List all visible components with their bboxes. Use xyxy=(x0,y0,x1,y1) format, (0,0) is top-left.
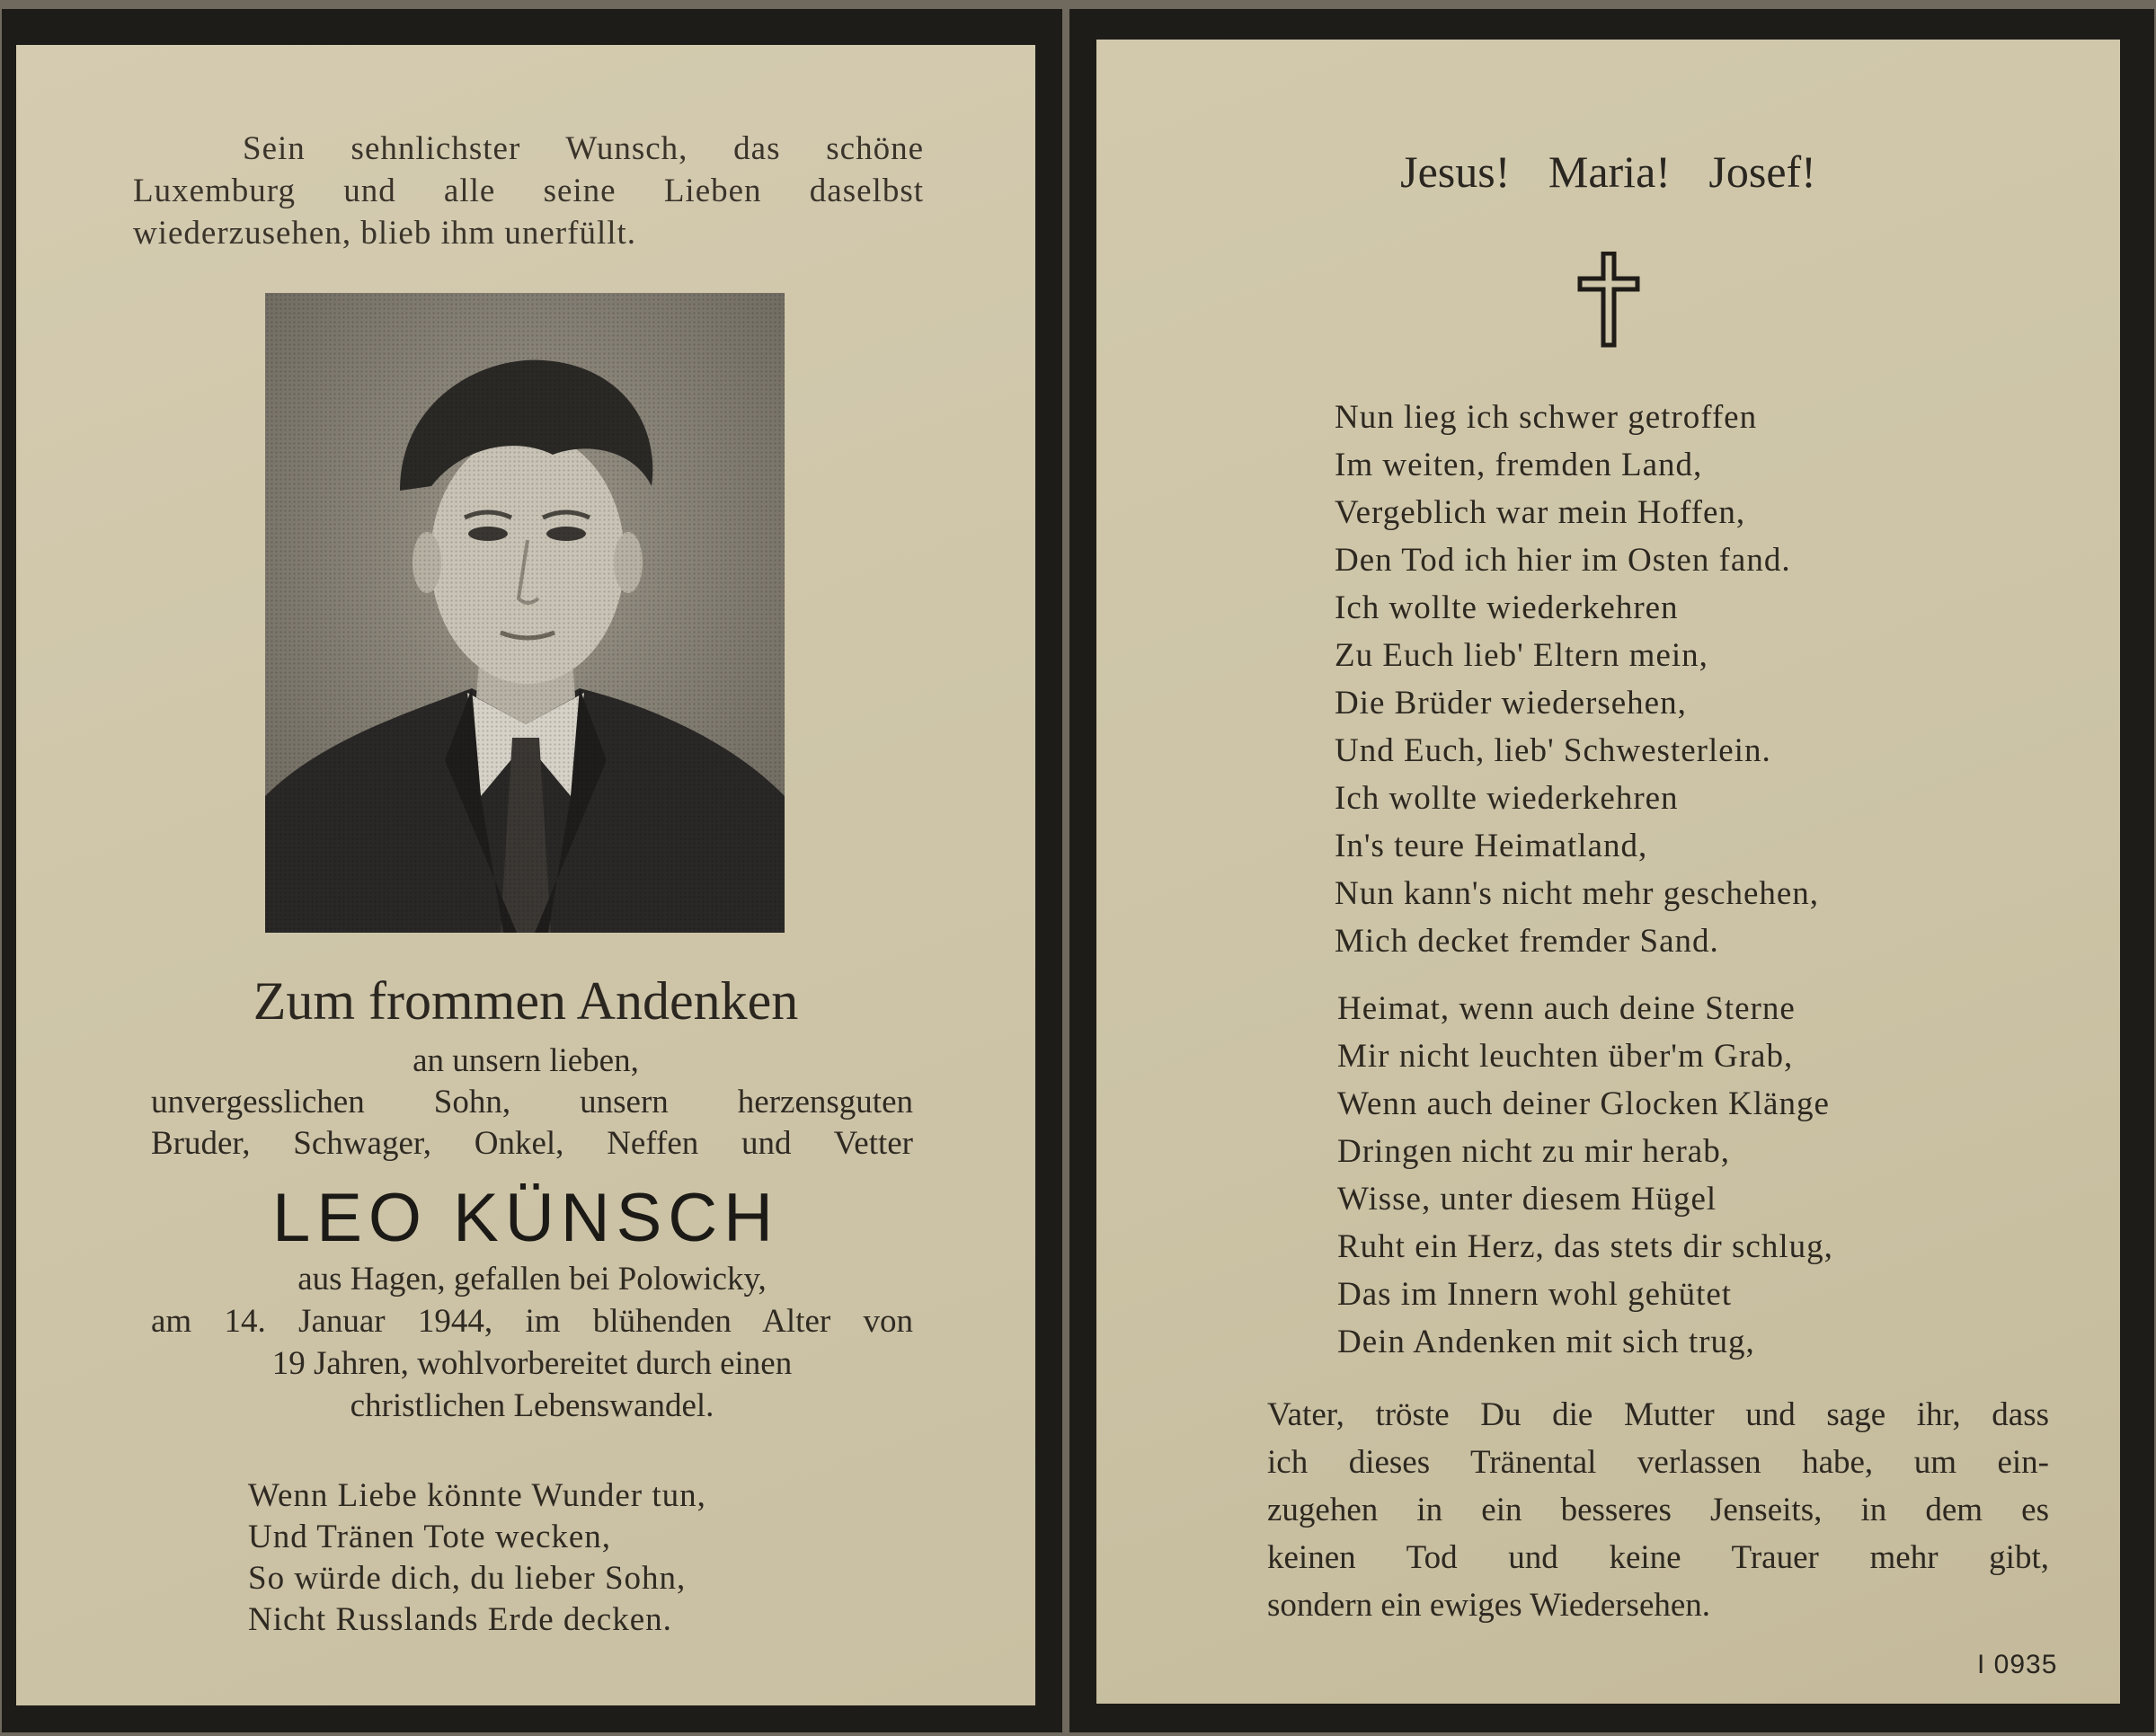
poem-line: Die Brüder wiedersehen, xyxy=(1335,685,1687,722)
portrait-image xyxy=(265,293,785,933)
portrait-photo xyxy=(265,293,785,933)
closing-line: zugehen in ein besseres Jenseits, in dem es xyxy=(1267,1492,2049,1528)
verse-line: Nicht Russlands Erde decken. xyxy=(248,1601,672,1638)
verse-line: Und Tränen Tote wecken, xyxy=(248,1519,612,1555)
poem-line: Und Euch, lieb' Schwesterlein. xyxy=(1335,732,1771,769)
poem-line: Heimat, wenn auch deine Sterne xyxy=(1337,990,1796,1027)
poem-stanza-2 xyxy=(1337,985,1833,1366)
poem-line: Mich decket fremder Sand. xyxy=(1335,923,1719,960)
poem-line: Wenn auch deiner Glocken Klänge xyxy=(1337,1085,1830,1122)
memorial-verse xyxy=(248,1475,706,1641)
cross-icon xyxy=(1576,252,1641,349)
deceased-name: LEO KÜNSCH xyxy=(271,1180,780,1256)
dedication-line: an unsern lieben, xyxy=(413,1042,639,1079)
poem-line: Ich wollte wiederkehren xyxy=(1335,589,1679,626)
closing-line: ich dieses Tränental verlassen habe, um ein- xyxy=(1267,1444,2049,1481)
invocation-heading: Jesus! Maria! Josef! xyxy=(1400,146,1816,197)
death-line: aus Hagen, gefallen bei Polowicky, xyxy=(297,1261,767,1298)
closing-line: keinen Tod und keine Trauer mehr gibt, xyxy=(1267,1539,2049,1576)
closing-line: Vater, tröste Du die Mutter und sage ihr, dass xyxy=(1267,1396,2049,1433)
poem-line: Nun kann's nicht mehr geschehen, xyxy=(1335,875,1820,912)
poem-line: Zu Euch lieb' Eltern mein, xyxy=(1335,637,1708,674)
dedication-line: Bruder, Schwager, Onkel, Neffen und Vetter xyxy=(151,1125,913,1162)
poem-line: Dein Andenken mit sich trug, xyxy=(1337,1324,1755,1360)
verse-line: So würde dich, du lieber Sohn, xyxy=(248,1560,687,1597)
verse-line: Wenn Liebe könnte Wunder tun, xyxy=(248,1477,706,1514)
death-line: am 14. Januar 1944, im blühenden Alter von xyxy=(151,1303,913,1340)
wish-line: Sein sehnlichster Wunsch, das schöne xyxy=(243,130,924,167)
death-line: christlichen Lebenswandel. xyxy=(350,1387,714,1424)
death-line: 19 Jahren, wohlvorbereitet durch einen xyxy=(271,1345,793,1382)
memorial-heading: Zum frommen Andenken xyxy=(253,971,799,1031)
poem-line: Ruht ein Herz, das stets dir schlug, xyxy=(1337,1228,1833,1265)
closing-line: sondern ein ewiges Wiedersehen. xyxy=(1267,1587,1711,1624)
poem-line: Dringen nicht zu mir herab, xyxy=(1337,1133,1730,1170)
poem-line: Vergeblich war mein Hoffen, xyxy=(1335,494,1746,531)
closing-prayer xyxy=(1267,1391,2049,1629)
death-details xyxy=(151,1258,913,1427)
poem-line: Ich wollte wiederkehren xyxy=(1335,780,1679,817)
poem-stanza-1 xyxy=(1335,394,1819,965)
wish-line: Luxemburg und alle seine Lieben daselbst xyxy=(133,173,924,209)
poem-line: Wisse, unter diesem Hügel xyxy=(1337,1181,1717,1218)
poem-line: Mir nicht leuchten über'm Grab, xyxy=(1337,1038,1794,1075)
memorial-card-left xyxy=(2,9,1062,1732)
poem-line: Den Tod ich hier im Osten fand. xyxy=(1335,542,1791,579)
memorial-card-right xyxy=(1069,9,2154,1732)
poem-line: In's teure Heimatland, xyxy=(1335,828,1648,864)
card-paper-left xyxy=(16,45,1035,1705)
print-serial-number: I 0935 xyxy=(1977,1650,2058,1679)
poem-line: Im weiten, fremden Land, xyxy=(1335,447,1703,483)
card-paper-right xyxy=(1096,40,2120,1704)
poem-line: Nun lieg ich schwer getroffen xyxy=(1335,399,1758,436)
poem-line: Das im Innern wohl gehütet xyxy=(1337,1276,1733,1313)
dedication-line: unvergesslichen Sohn, unsern herzensguten xyxy=(151,1084,913,1120)
wish-text xyxy=(133,128,924,254)
wish-line: wiederzusehen, blieb ihm unerfüllt. xyxy=(133,215,637,252)
